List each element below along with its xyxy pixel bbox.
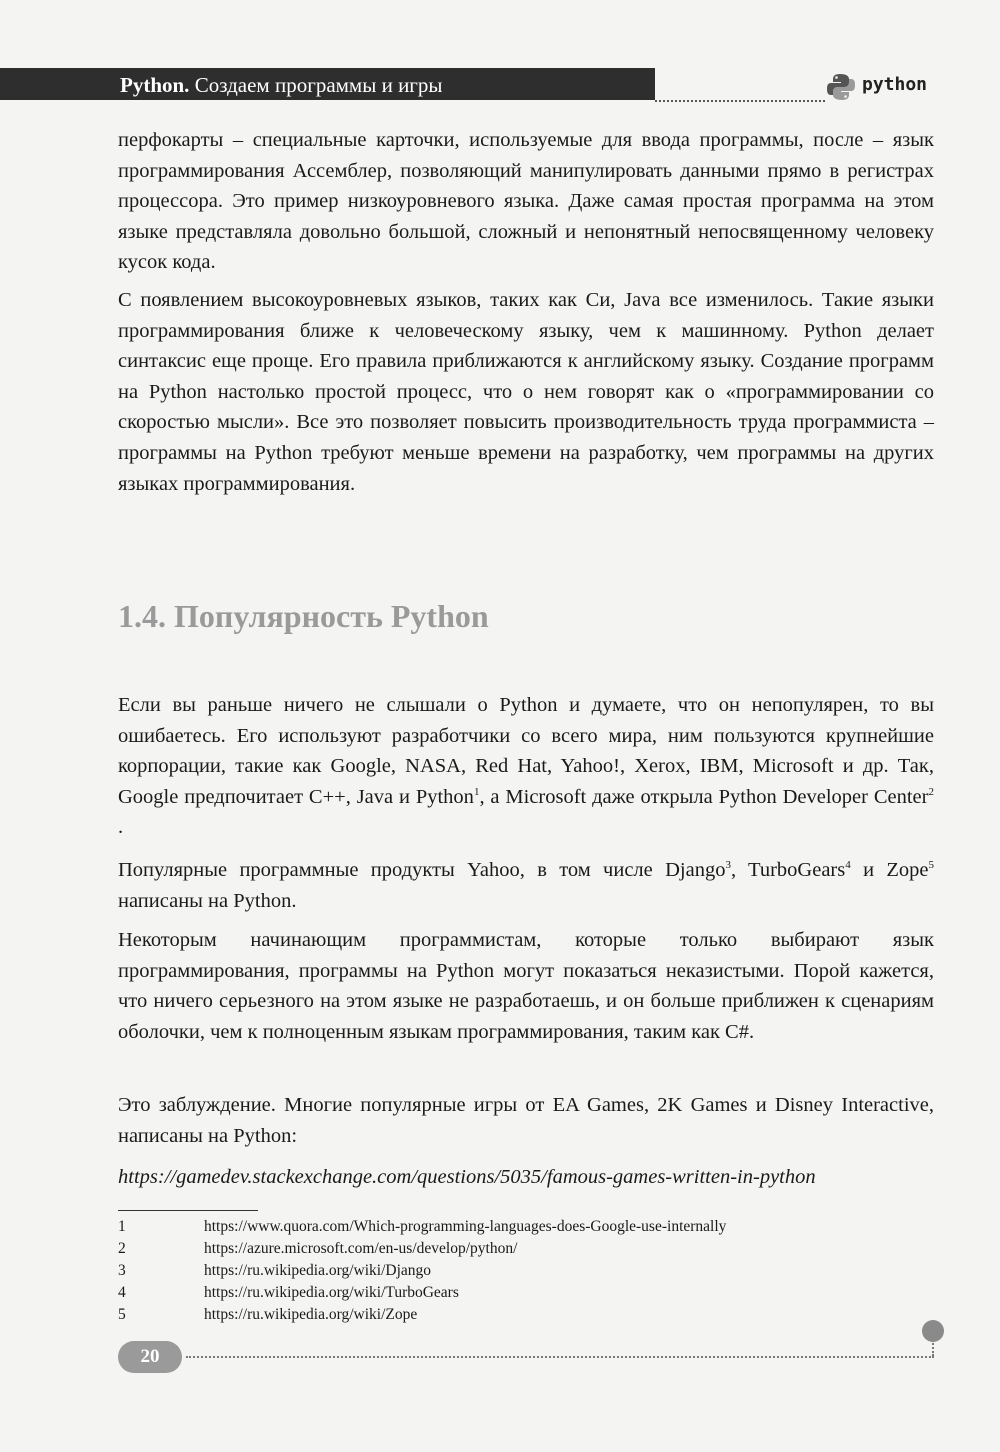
footnote-url[interactable]: https://ru.wikipedia.org/wiki/Zope (204, 1306, 418, 1323)
p1-text-b: , а Microsoft даже открыла Python Developer Center (479, 785, 929, 808)
running-header-title (120, 72, 443, 98)
paragraph-beginners: Некоторым начинающим программистам, которые только выбирают язык программирования, программы на Python могут показаться неказистыми. Порой кажется, что ничего серьезного на этом языке не разработаешь, и он больше приближен к сценариям оболочки, чем к полноценным языкам программирования, таким как C#. (118, 929, 934, 1043)
footnote-ref-4: 4 (845, 859, 851, 872)
python-logo-text: python (862, 74, 928, 95)
footnote-item (118, 1216, 918, 1238)
footer-dot-tail (932, 1340, 934, 1356)
footnote-url[interactable]: https://www.quora.com/Which-programming-languages-does-Google-use-internally (204, 1218, 727, 1235)
paragraph-punchcards: перфокарты – специальные карточки, используемые для ввода программы, после – язык программирования Ассемблер, позволяющий манипулировать данными прямо в регистрах процессора. Это пример низкоуровневого языка. Даже самая простая программа на этом языке представляла довольно большой, сложный и непонятный непосвященному человеку кусок кода. (118, 129, 934, 274)
footnote-url[interactable]: https://ru.wikipedia.org/wiki/TurboGears (204, 1284, 459, 1301)
python-logo-icon (826, 72, 856, 102)
footer-dotted-rule (186, 1356, 934, 1358)
p2-text-a: Популярные программные продукты Yahoo, в том числе Django (118, 859, 726, 881)
footnote-item (118, 1304, 918, 1326)
footer-circle-ornament (922, 1320, 944, 1342)
header-title-bold: Python. (120, 73, 190, 97)
paragraph-popularity (118, 690, 934, 843)
paragraph-yahoo-products (118, 855, 934, 916)
footnote-ref-2: 2 (928, 785, 934, 798)
footnote-ref-5: 5 (928, 859, 934, 872)
footnote-item (118, 1238, 918, 1260)
p2-text-b: , TurboGears (730, 859, 846, 881)
header-dotted-rule (655, 100, 825, 102)
footnote-ref-3: 3 (725, 859, 731, 872)
games-url-link[interactable]: https://gamedev.stackexchange.com/questions/5035/famous-games-written-in-python (118, 1166, 816, 1188)
footnote-item (118, 1282, 918, 1304)
footnote-item (118, 1260, 918, 1282)
footnote-url[interactable]: https://azure.microsoft.com/en-us/develop/python/ (204, 1240, 518, 1257)
page-number-badge: 20 (118, 1341, 182, 1373)
footnote-number: 2 (118, 1240, 126, 1257)
footnote-number: 3 (118, 1262, 126, 1279)
p1-text-a: Если вы раньше ничего не слышали о Python и думаете, что он непопулярен, то вы ошибаетесь. Его используют разработчики со всего мира, ним пользуются крупнейшие корпорации, такие как Google, NASA, Red Hat, Yahoo!, Xerox, IBM, Microsoft и др. Так, Google предпочитает C++, Java и Python (118, 694, 934, 808)
header-title-rest: Создаем программы и игры (189, 73, 443, 97)
paragraph-games: Это заблуждение. Многие популярные игры от EA Games, 2K Games и Disney Interactive, написаны на Python: (118, 1094, 934, 1147)
footnote-number: 5 (118, 1306, 126, 1323)
footnote-rule (118, 1210, 258, 1211)
footnote-number: 1 (118, 1218, 126, 1235)
footnote-url[interactable]: https://ru.wikipedia.org/wiki/Django (204, 1262, 432, 1279)
footnote-number: 4 (118, 1284, 126, 1301)
footnote-ref-1: 1 (473, 785, 480, 798)
p2-text-c: и Zope (850, 859, 929, 881)
section-heading: 1.4. Популярность Python (118, 598, 489, 634)
p1-text-c: . (118, 816, 124, 839)
p2-text-d: написаны на Python. (118, 889, 297, 912)
paragraph-high-level-languages: С появлением высокоуровневых языков, таких как Си, Java все изменилось. Такие языки программирования ближе к человеческому языку, чем к машинному. Python делает синтаксис еще проще. Его правила приближаются к английскому языку. Создание программ на Python настолько простой процесс, что о нем говорят как о «программировании со скоростью мысли». Все это позволяет повысить производительность труда программиста – программы на Python требуют меньше времени на разработку, чем программы на других языках программирования. (118, 289, 934, 495)
